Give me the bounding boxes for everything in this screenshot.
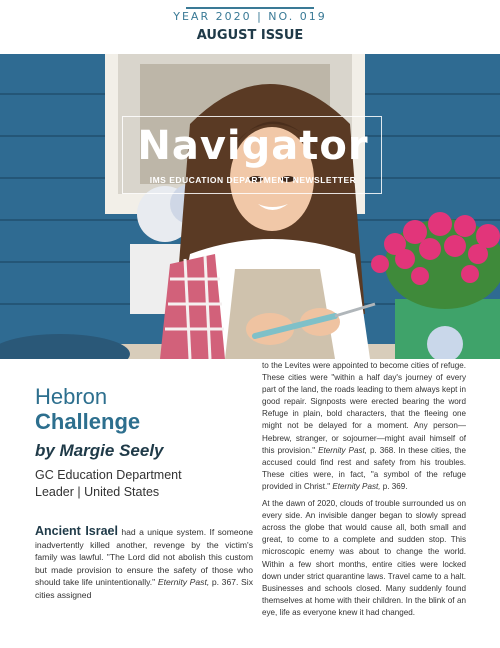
- article-body-column: [262, 360, 466, 624]
- lead-tail: p. 367. Six cities assigned: [35, 577, 253, 600]
- lead-word: Ancient Israel: [35, 524, 118, 538]
- article-title-line2: Challenge: [35, 409, 141, 434]
- body-paragraph-2: At the dawn of 2020, clouds of trouble surrounded us on every side. An invisible danger began to slowly spread across the globe that would cause all, both small and great, to come to a complete and sudden stop. This microscopic enemy was about to change the world. Within a few short months, entire cities were locked down under strict quarantine laws. Travel came to a halt. Businesses and schools closed. Many suddenly found themselves at home with their children. In the blink of an eye, life as everyone knew it had changed.: [262, 499, 466, 617]
- citation: Eternity Past,: [318, 445, 367, 455]
- header-rule: [186, 7, 314, 9]
- author-role-line2: Leader | United States: [35, 485, 160, 499]
- masthead-subtitle: IMS EDUCATION DEPARTMENT NEWSLETTER: [149, 175, 357, 185]
- author-role-line1: GC Education Department: [35, 468, 182, 482]
- citation: Eternity Past,: [332, 481, 381, 491]
- body-text: to the Levites were appointed to become cities of refuge. These cities were "within a half day's journey of every part of the land, the roads leading to them always kept in good repair. Signposts were erected bearing the word Refuge in plain, bold characters, that the fleeing one might not be delayed for a moment. Any person—Hebrew, stranger, or sojourner—might avail himself of this provision.": [262, 361, 466, 455]
- article-lead-paragraph: [35, 525, 253, 601]
- lead-text: had a unique system. If someone inadvertently killed another, revenge by the victim's family was lawful. "The Lord did not abolish this custom but made provision to ensure the safety of those who should take life unintentionally.": [35, 527, 253, 587]
- masthead-title: Navigator: [137, 123, 369, 169]
- article-heading: [35, 385, 253, 501]
- issue-month: AUGUST ISSUE: [196, 28, 304, 43]
- article-title-line1: Hebron: [35, 384, 108, 409]
- body-text: p. 368. In these cities, the accused could find rest and safety from his troubles. These cities were, in fact, "a symbol of the refuge provided in Christ.": [262, 445, 466, 491]
- issue-number: YEAR 2020 | NO. 019: [173, 10, 327, 23]
- cover-illustration: [0, 54, 500, 359]
- lead-citation: Eternity Past,: [157, 577, 210, 587]
- masthead: [122, 116, 382, 194]
- body-paragraph-1: [262, 360, 466, 493]
- issue-header: [0, 0, 500, 54]
- cover-photo: [0, 54, 500, 359]
- body-text: p. 369.: [380, 481, 408, 491]
- article-byline: by Margie Seely: [35, 441, 164, 460]
